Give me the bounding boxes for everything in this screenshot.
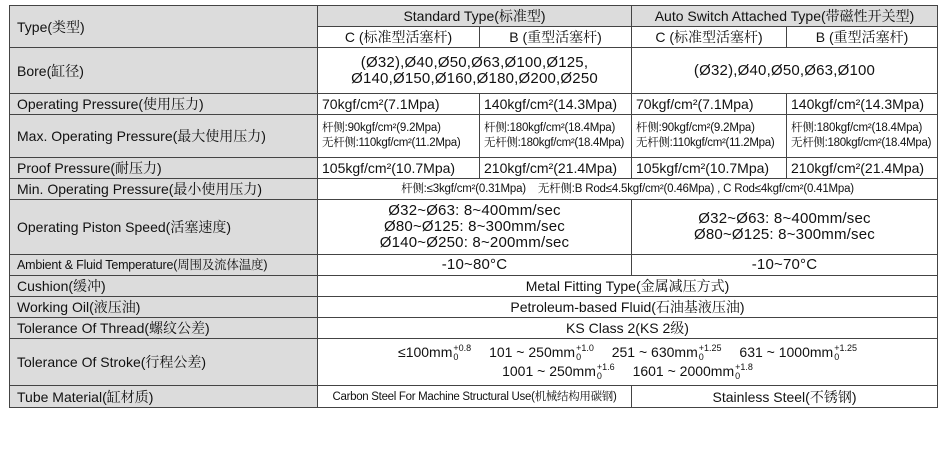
standard-b-rod-header: B (重型活塞杆) [480, 27, 632, 48]
piston-speed-std-line-1: Ø32~Ø63: 8~400mm/sec [388, 202, 561, 219]
stroke-tol-range: 631 ~ 1000mm [739, 343, 834, 360]
stroke-tol-item [612, 343, 722, 362]
max-pressure-auto-b [787, 115, 938, 158]
proof-pressure-std-b: 210kgf/cm²(21.4Mpa) [480, 158, 632, 179]
piston-speed-std-line-3: Ø140~Ø250: 8~200mm/sec [379, 234, 570, 251]
proof-pressure-auto-b: 210kgf/cm²(21.4Mpa) [787, 158, 938, 179]
stroke-tol-range: 101 ~ 250mm [489, 343, 576, 360]
stroke-tol-range: 1001 ~ 250mm [502, 363, 596, 379]
stroke-tol-upper: +1.0 [576, 343, 594, 353]
bore-standard-value [318, 48, 632, 94]
stroke-tol-limits [576, 344, 594, 362]
stroke-tol-lower: 0 [735, 371, 741, 382]
stroke-tol-item [739, 343, 857, 362]
stroke-tol-lower: 0 [698, 352, 704, 362]
stroke-tol-limits [453, 344, 471, 362]
piston-speed-label: Operating Piston Speed(活塞速度) [10, 200, 318, 255]
cushion-label: Cushion(缓冲) [10, 276, 318, 297]
stroke-tolerance-line-2 [322, 362, 933, 381]
stroke-tol-upper: +1.25 [698, 343, 722, 353]
stroke-tol-lower: 0 [453, 352, 459, 362]
stroke-tol-range: 1601 ~ 2000mm [632, 363, 735, 379]
max-pressure-std-b [480, 115, 632, 158]
stroke-tol-lower: 0 [576, 352, 582, 362]
thread-tolerance-label: Tolerance Of Thread(螺纹公差) [10, 318, 318, 339]
stroke-tol-item [502, 362, 615, 381]
tube-material-auto: Stainless Steel(不锈钢) [632, 386, 938, 408]
min-operating-pressure-label: Min. Operating Pressure(最小使用压力) [10, 179, 318, 200]
auto-switch-type-header: Auto Switch Attached Type(带磁性开关型) [632, 6, 938, 27]
tube-material-label: Tube Material(缸材质) [10, 386, 318, 408]
stroke-tolerance-line-1 [322, 343, 933, 362]
stroke-tol-limits [735, 363, 753, 381]
stroke-tol-upper: +0.8 [453, 343, 472, 353]
auto-b-rod-header: B (重型活塞杆) [787, 27, 938, 48]
stroke-tolerance-label: Tolerance Of Stroke(行程公差) [10, 339, 318, 386]
max-pressure-std-c-rodless-side: 无杆侧:110kgf/cm²(11.2Mpa) [322, 137, 461, 149]
proof-pressure-std-c: 105kgf/cm²(10.7Mpa) [318, 158, 480, 179]
stroke-tol-limits [597, 363, 615, 381]
stroke-tol-range: ≤100mm [398, 343, 453, 360]
temperature-auto: -10~70°C [632, 255, 938, 276]
piston-speed-auto-line-1: Ø32~Ø63: 8~400mm/sec [698, 210, 871, 227]
max-pressure-std-b-rodless-side: 无杆侧:180kgf/cm²(18.4Mpa) [484, 137, 625, 149]
max-pressure-auto-c-rodless-side: 无杆侧:110kgf/cm²(11.2Mpa) [636, 137, 775, 149]
stroke-tol-limits [699, 344, 722, 362]
operating-pressure-label: Operating Pressure(使用压力) [10, 94, 318, 115]
standard-c-rod-header: C (标准型活塞杆) [318, 27, 480, 48]
temperature-standard: -10~80°C [318, 255, 632, 276]
operating-pressure-std-b: 140kgf/cm²(14.3Mpa) [480, 94, 632, 115]
stroke-tol-lower: 0 [596, 371, 602, 382]
stroke-tolerance-value [318, 339, 938, 386]
max-pressure-std-c-rod-side: 杆侧:90kgf/cm²(9.2Mpa) [322, 122, 441, 134]
max-operating-pressure-label: Max. Operating Pressure(最大使用压力) [10, 115, 318, 158]
operating-pressure-auto-c: 70kgf/cm²(7.1Mpa) [632, 94, 787, 115]
cushion-value: Metal Fitting Type(金属减压方式) [318, 276, 938, 297]
min-operating-pressure-value: 杆侧:≤3kgf/cm²(0.31Mpa) 无杆侧:B Rod≤4.5kgf/cm²(0.46Mpa) , C Rod≤4kgf/cm²(0.41Mpa) [318, 179, 938, 200]
piston-speed-std-line-2: Ø80~Ø125: 8~300mm/sec [384, 218, 565, 235]
working-oil-label: Working Oil(液压油) [10, 297, 318, 318]
bore-auto-value: (Ø32),Ø40,Ø50,Ø63,Ø100 [632, 48, 938, 94]
max-pressure-auto-b-rod-side: 杆侧:180kgf/cm²(18.4Mpa) [791, 122, 923, 134]
operating-pressure-std-c: 70kgf/cm²(7.1Mpa) [318, 94, 480, 115]
temperature-label: Ambient & Fluid Temperature(周围及流体温度) [10, 255, 318, 276]
bore-label: Bore(缸径) [10, 48, 318, 94]
stroke-tol-item [398, 343, 471, 362]
stroke-tol-upper: +1.25 [834, 343, 857, 353]
stroke-tol-item [489, 343, 594, 362]
max-pressure-std-b-rod-side: 杆侧:180kgf/cm²(18.4Mpa) [484, 122, 616, 134]
working-oil-value: Petroleum-based Fluid(石油基液压油) [318, 297, 938, 318]
spec-table [9, 5, 938, 408]
auto-c-rod-header: C (标准型活塞杆) [632, 27, 787, 48]
bore-standard-line-2: Ø140,Ø150,Ø160,Ø180,Ø200,Ø250 [351, 69, 598, 87]
stroke-tol-upper: +1.8 [735, 362, 753, 373]
standard-type-header: Standard Type(标准型) [318, 6, 632, 27]
max-pressure-auto-c-rod-side: 杆侧:90kgf/cm²(9.2Mpa) [636, 122, 755, 134]
piston-speed-auto-line-2: Ø80~Ø125: 8~300mm/sec [694, 226, 875, 243]
stroke-tol-range: 251 ~ 630mm [611, 343, 698, 360]
proof-pressure-auto-c: 105kgf/cm²(10.7Mpa) [632, 158, 787, 179]
max-pressure-auto-c [632, 115, 787, 158]
piston-speed-auto [632, 200, 938, 255]
max-pressure-auto-b-rodless-side: 无杆侧:180kgf/cm²(18.4Mpa) [791, 137, 932, 149]
piston-speed-standard [318, 200, 632, 255]
stroke-tol-limits [834, 344, 857, 362]
type-header-label: Type(类型) [10, 6, 318, 48]
stroke-tol-lower: 0 [834, 352, 840, 362]
operating-pressure-auto-b: 140kgf/cm²(14.3Mpa) [787, 94, 938, 115]
tube-material-standard: Carbon Steel For Machine Structural Use(机械结构用碳钢) [318, 386, 632, 408]
stroke-tol-item [633, 362, 753, 381]
bore-standard-line-1: (Ø32),Ø40,Ø50,Ø63,Ø100,Ø125, [360, 53, 589, 71]
thread-tolerance-value: KS Class 2(KS 2级) [318, 318, 938, 339]
proof-pressure-label: Proof Pressure(耐压力) [10, 158, 318, 179]
max-pressure-std-c [318, 115, 480, 158]
stroke-tol-upper: +1.6 [596, 362, 615, 373]
